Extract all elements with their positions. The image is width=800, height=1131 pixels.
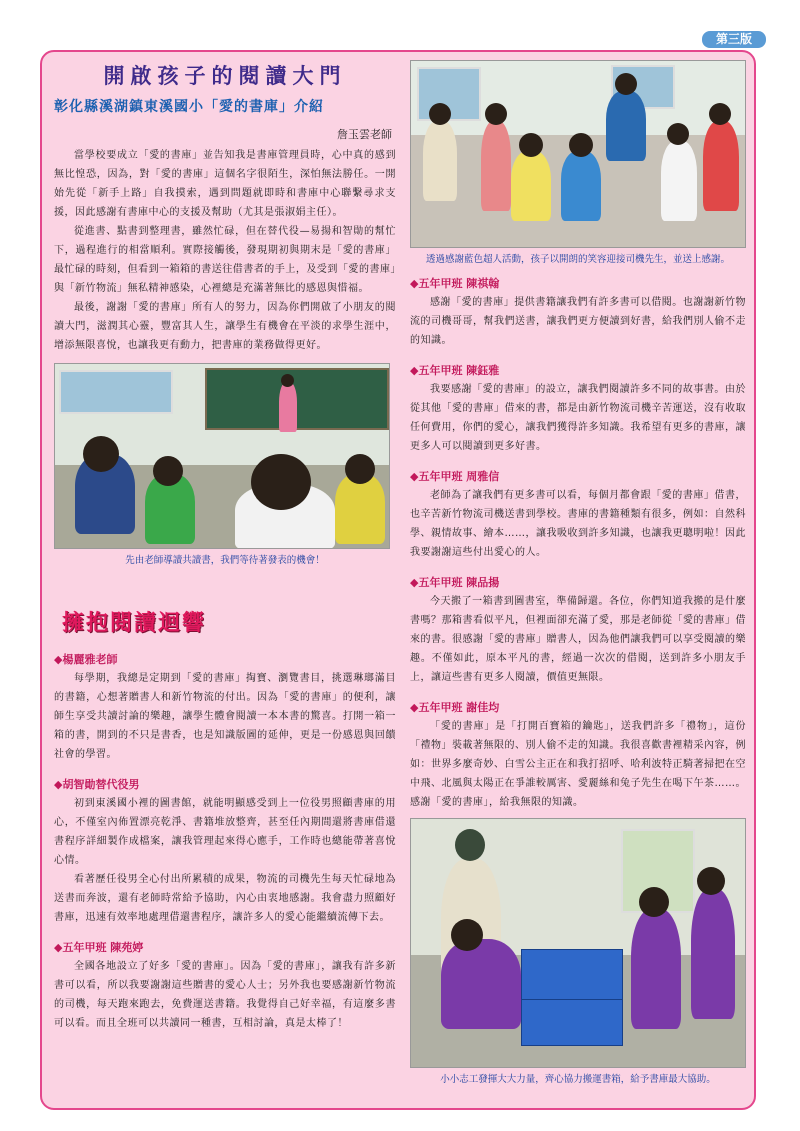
left-column — [54, 58, 396, 1033]
entry-paragraph: 「愛的書庫」是「打開百寶箱的鑰匙」，送我們許多「禮物」，這份「禮物」裝載著無限的、別人偷不走的知識。我很喜歡書裡精采內容，例如：世界多麼奇妙、白雪公主正在和我打招呼、哈利波特正騎著掃把在空中飛、北風與太陽正在爭誰較厲害、愛麗絲和兔子先生在喝下午茶……。感謝「愛的書庫」，給我無限的知識。 — [410, 721, 746, 808]
right-column — [410, 60, 746, 1085]
group-photo — [410, 60, 746, 248]
edition-badge: 第三版 — [702, 31, 766, 48]
entry-name: ◆五年甲班 周雅信 — [410, 470, 500, 483]
article-subtitle: 彰化縣溪湖鎮東溪國小「愛的書庫」介紹 — [54, 99, 324, 115]
classroom-photo — [54, 363, 390, 549]
photo1-caption: 先由老師導讀共讀書，我們等待著發表的機會！ — [125, 555, 325, 566]
entry-name: ◆五年甲班 陳苑婷 — [54, 941, 144, 954]
entry-paragraph: 每學期，我總是定期到「愛的書庫」掏寶、瀏覽書目，挑選琳瑯滿目的書籍，心想著贈書人和新竹物流的付出。因為「愛的書庫」的便利，讓師生享受共讀討論的樂趣，讓學生體會閱讀一本本書的驚喜。打開一箱一箱的書，開到的不只是書香，也是知識版圖的延伸，更是一份感恩與回饋社會的學習。 — [54, 673, 396, 760]
entry-paragraph: 初到東溪國小裡的圖書館，就能明顯感受到上一位役男照顧書庫的用心，不僅室內佈置漂亮乾淨、書籍堆放整齊，甚至任內期間還將書庫借還書程序詳細製作成檔案，讓我管理起來得心應手，工作時也總能帶著喜悅心情。 — [54, 798, 396, 866]
photo3-caption: 小小志工發揮大大力量，齊心協力搬運書箱，給予書庫最大協助。 — [440, 1074, 716, 1085]
article-paragraph: 最後，謝謝「愛的書庫」所有人的努力，因為你們開啟了小朋友的閱讀大門，滋潤其心靈，豐富其人生，讓學生有機會在平淡的求學生涯中，增添無限喜悅，也讓我更有動力，把書庫的業務做得更好。 — [54, 302, 396, 351]
entry-name: ◆五年甲班 陳鈺雅 — [410, 364, 500, 377]
entry-paragraph: 全國各地設立了好多「愛的書庫」。因為「愛的書庫」，讓我有許多新書可以看，所以我要謝謝這些贈書的愛心人士；另外我也要感謝新竹物流的司機，每天跑來跑去，免費運送書籍。我覺得自己好幸福，有這麼多書可以看。而且全班可以共讀同一種書，互相討論，真是太棒了！ — [54, 961, 396, 1029]
article-title: 開啟孩子的閱讀大門 — [103, 64, 347, 88]
entry-name: ◆楊麗雅老師 — [54, 653, 118, 666]
entry-name: ◆五年甲班 陳品揚 — [410, 576, 500, 589]
entry-name: ◆五年甲班 陳祺翰 — [410, 277, 500, 290]
entry-paragraph: 我要感謝「愛的書庫」的設立，讓我們閱讀許多不同的故事書。由於從其他「愛的書庫」借來的書，都是由新竹物流司機辛苦運送，沒有收取任何費用，你們的愛心，讓我們獲得許多知識。我希望有更多的書庫，讓更多人可以閱讀到更多好書。 — [410, 384, 746, 452]
entry-paragraph: 看著歷任役男全心付出所累積的成果，物流的司機先生每天忙碌地為送書而奔波，還有老師時常給予協助，內心由衷地感謝。我會盡力照顧好書庫，迅速有效率地處理借還書程序，讓許多人的愛心能繼續流傳下去。 — [54, 874, 396, 923]
entry-paragraph: 感謝「愛的書庫」提供書籍讓我們有許多書可以借閱。也謝謝新竹物流的司機哥哥，幫我們送書，讓我們更方便讀到好書，給我們別人偷不走的知識。 — [410, 297, 746, 346]
entry-name: ◆胡智勛替代役男 — [54, 778, 140, 791]
entry-paragraph: 老師為了讓我們有更多書可以看，每個月都會跟「愛的書庫」借書，也辛苦新竹物流司機送書到學校。書庫的書籍種類有很多，例如：自然科學、親情故事、繪本……，讓我吸收到許多知識，也讓我更聰明啦！因此我要謝謝這些付出愛心的人。 — [410, 490, 746, 558]
feedback-heading: 擁抱閱讀迴響 — [62, 611, 207, 636]
article-paragraph: 從進書、點書到整理書，雖然忙碌，但在替代役—易揚和智勛的幫忙下，過程進行的相當順利。實際接觸後，發現期初與期末是「愛的書庫」最忙碌的時刻，但看到一箱箱的書送往借書者的手上，及受到「愛的書庫」與「新竹物流」無私精神感染，心裡總是充滿著無比的感恩與惜福。 — [54, 226, 396, 294]
entry-paragraph: 今天搬了一箱書到圖書室，準備歸還。各位，你們知道我搬的是什麼書嗎？那箱書看似平凡，但裡面卻充滿了愛，那是老師從「愛的書庫」借來的書。很感謝「愛的書庫」贈書人，因為他們讓我們可以享受閱讀的樂趣。不僅如此，原本平凡的書，經過一次次的借閱，送到許多小朋友手上，讓這些書有更多人閱讀，價值更無限。 — [410, 596, 746, 683]
entry-name: ◆五年甲班 謝佳均 — [410, 701, 500, 714]
article-paragraph: 當學校要成立「愛的書庫」並告知我是書庫管理員時，心中真的感到無比惶恐，因為，對「愛的書庫」這個名字很陌生，深怕無法勝任。一開始先從「新手上路」自我摸索，遇到問題就即時和書庫中心聯繫尋求支援，因此感謝有書庫中心的支援及幫助（尤其是張淑娟主任）。 — [54, 150, 396, 218]
article-author: 詹玉雲老師 — [337, 128, 392, 141]
photo2-caption: 透過感謝藍色超人活動，孩子以開朗的笑容迎接司機先生，並送上感謝。 — [425, 254, 730, 265]
volunteer-photo — [410, 818, 746, 1068]
